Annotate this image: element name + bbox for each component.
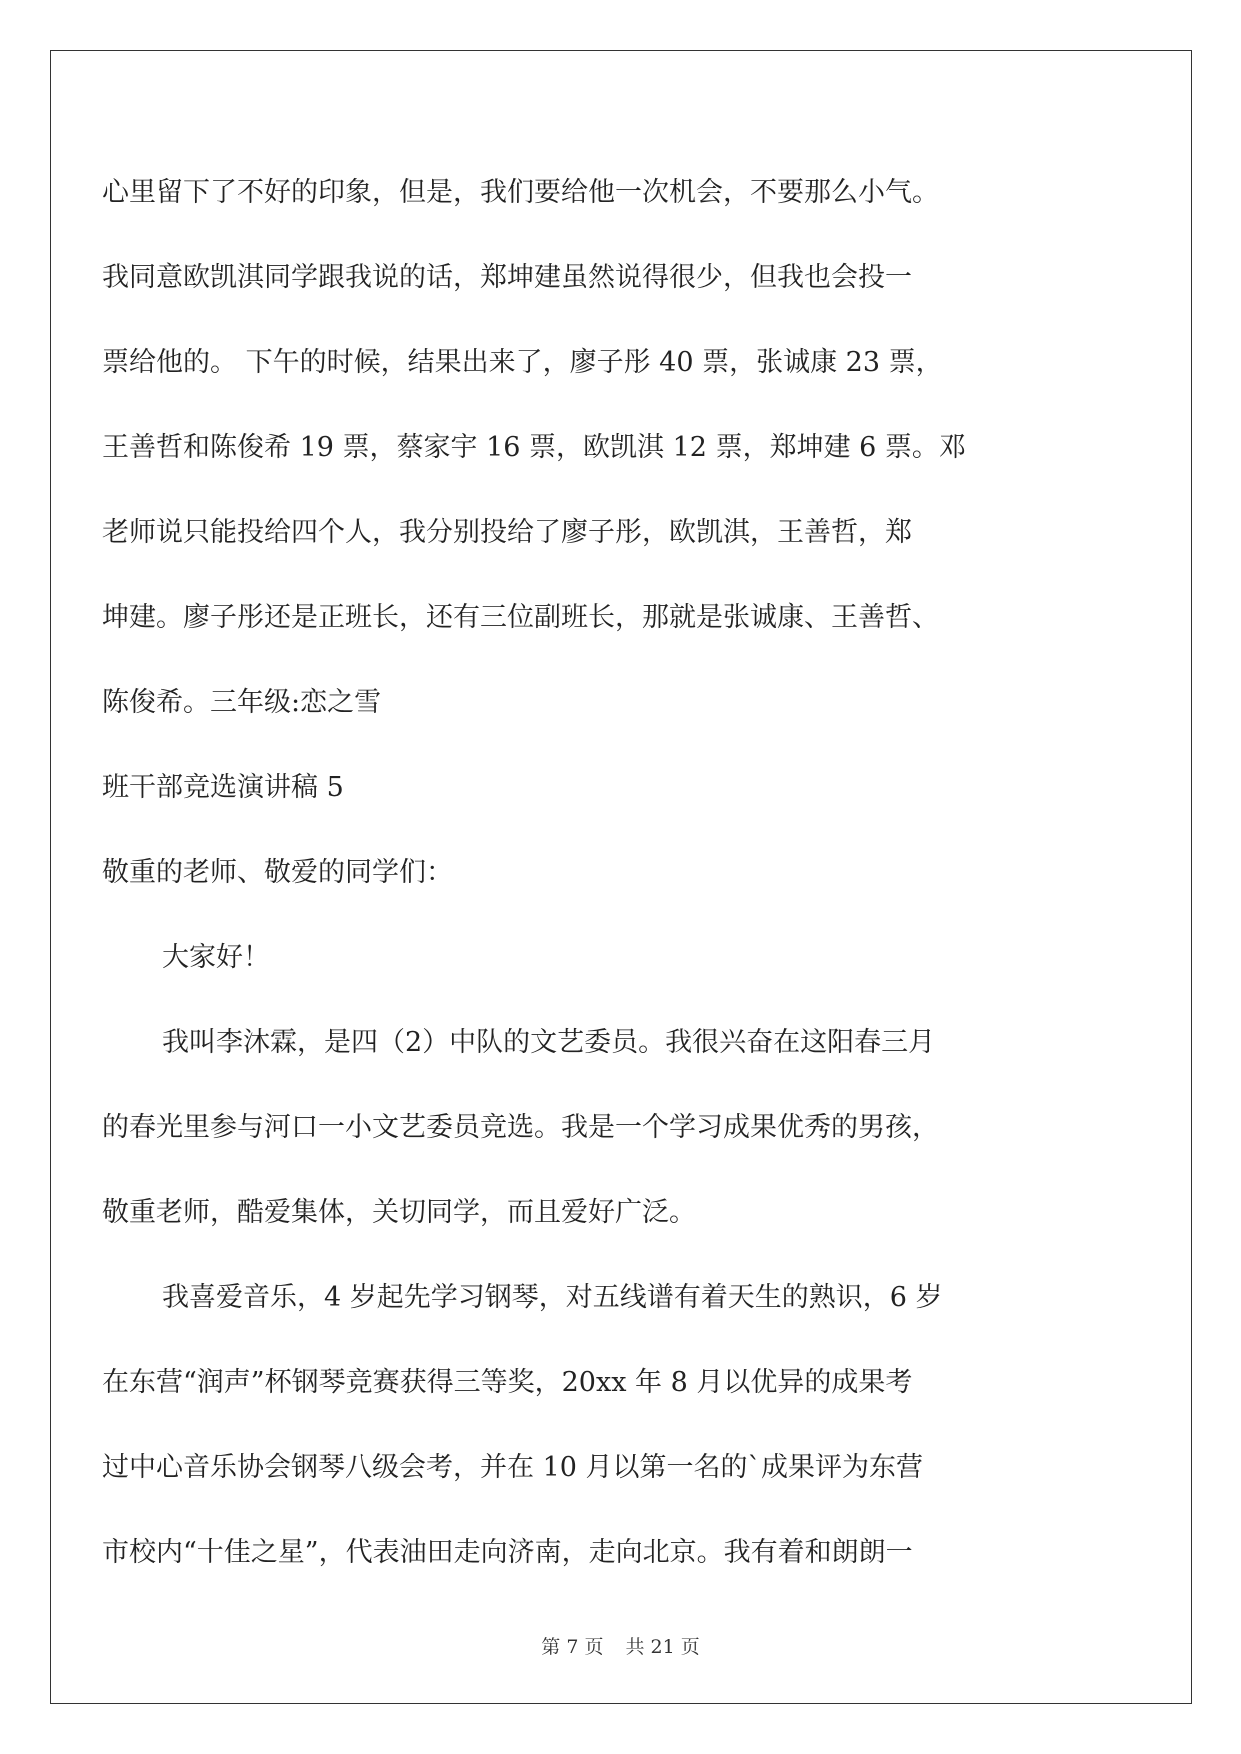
text-line: 老师说只能投给四个人，我分别投给了廖子彤，欧凯淇，王善哲，郑 xyxy=(102,517,912,548)
text-line: 王善哲和陈俊希 19 票，蔡家宇 16 票，欧凯淇 12 票，郑坤建 6 票。邓 xyxy=(102,432,966,463)
text-line: 我叫李沐霖，是四（2）中队的文艺委员。我很兴奋在这阳春三月 xyxy=(162,1027,936,1058)
text-line: 敬重老师，酷爱集体，关切同学，而且爱好广泛。 xyxy=(102,1197,696,1228)
text-line: 坤建。廖子彤还是正班长，还有三位副班长，那就是张诚康、王善哲、 xyxy=(102,602,939,633)
page-footer xyxy=(0,1632,1241,1659)
text-line: 的春光里参与河口一小文艺委员竞选。我是一个学习成果优秀的男孩， xyxy=(102,1112,939,1143)
greeting: 大家好！ xyxy=(162,942,270,973)
page-total: 共 21 页 xyxy=(625,1636,700,1658)
text-line: 过中心音乐协会钢琴八级会考，并在 10 月以第一名的`成果评为东营 xyxy=(102,1452,924,1483)
text-line: 我喜爱音乐，4 岁起先学习钢琴，对五线谱有着天生的熟识，6 岁 xyxy=(162,1282,943,1313)
text-line: 在东营“润声”杯钢琴竞赛获得三等奖，20xx 年 8 月以优异的成果考 xyxy=(102,1367,913,1398)
text-line: 市校内“十佳之星”，代表油田走向济南，走向北京。我有着和朗朗一 xyxy=(102,1537,913,1568)
section-heading: 班干部竞选演讲稿 5 xyxy=(102,772,344,803)
salutation: 敬重的老师、敬爱的同学们： xyxy=(102,857,453,888)
document-body xyxy=(102,150,1142,1595)
text-line: 我同意欧凯淇同学跟我说的话，郑坤建虽然说得很少，但我也会投一 xyxy=(102,262,912,293)
text-line: 票给他的。 下午的时候，结果出来了，廖子彤 40 票，张诚康 23 票， xyxy=(102,347,943,378)
text-line: 陈俊希。三年级:恋之雪 xyxy=(102,687,382,718)
page-number: 第 7 页 xyxy=(541,1636,604,1658)
text-line: 心里留下了不好的印象，但是，我们要给他一次机会，不要那么小气。 xyxy=(102,177,939,208)
